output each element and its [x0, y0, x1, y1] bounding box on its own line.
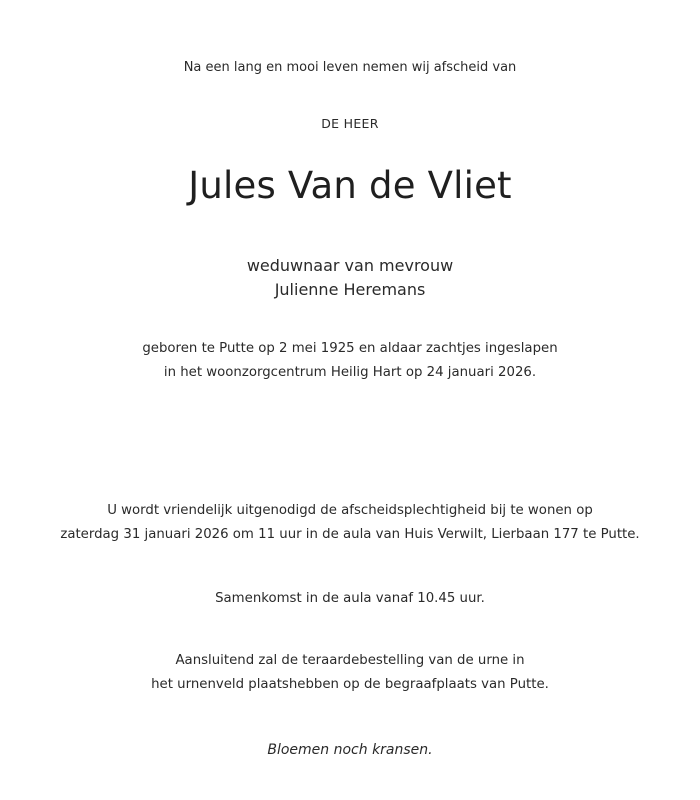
burial-line-2: het urnenveld plaatshebben op de begraafplaats van Putte. — [151, 677, 549, 692]
widower-line-2: Julienne Heremans — [274, 280, 426, 299]
honorific-title: DE HEER — [321, 116, 379, 131]
invitation-line-2: zaterdag 31 januari 2026 om 11 uur in de aula van Huis Verwilt, Lierbaan 177 te Putte. — [60, 527, 640, 542]
invitation-line-1: U wordt vriendelijk uitgenodigd de afscheidsplechtigheid bij te wonen op — [107, 503, 593, 518]
birth-death-line-1: geboren te Putte op 2 mei 1925 en aldaar zachtjes ingeslapen — [142, 341, 558, 356]
intro-text: Na een lang en mooi leven nemen wij afscheid van — [183, 60, 517, 75]
widower-line-1: weduwnaar van mevrouw — [246, 256, 454, 275]
flowers-note: Bloemen noch kransen. — [267, 742, 433, 758]
birth-death-line-2: in het woonzorgcentrum Heilig Hart op 24 januari 2026. — [163, 365, 537, 380]
burial-line-1: Aansluitend zal de teraardebestelling van de urne in — [175, 653, 525, 668]
gathering-text: Samenkomst in de aula vanaf 10.45 uur. — [215, 591, 485, 606]
deceased-name: Jules Van de Vliet — [188, 164, 512, 207]
